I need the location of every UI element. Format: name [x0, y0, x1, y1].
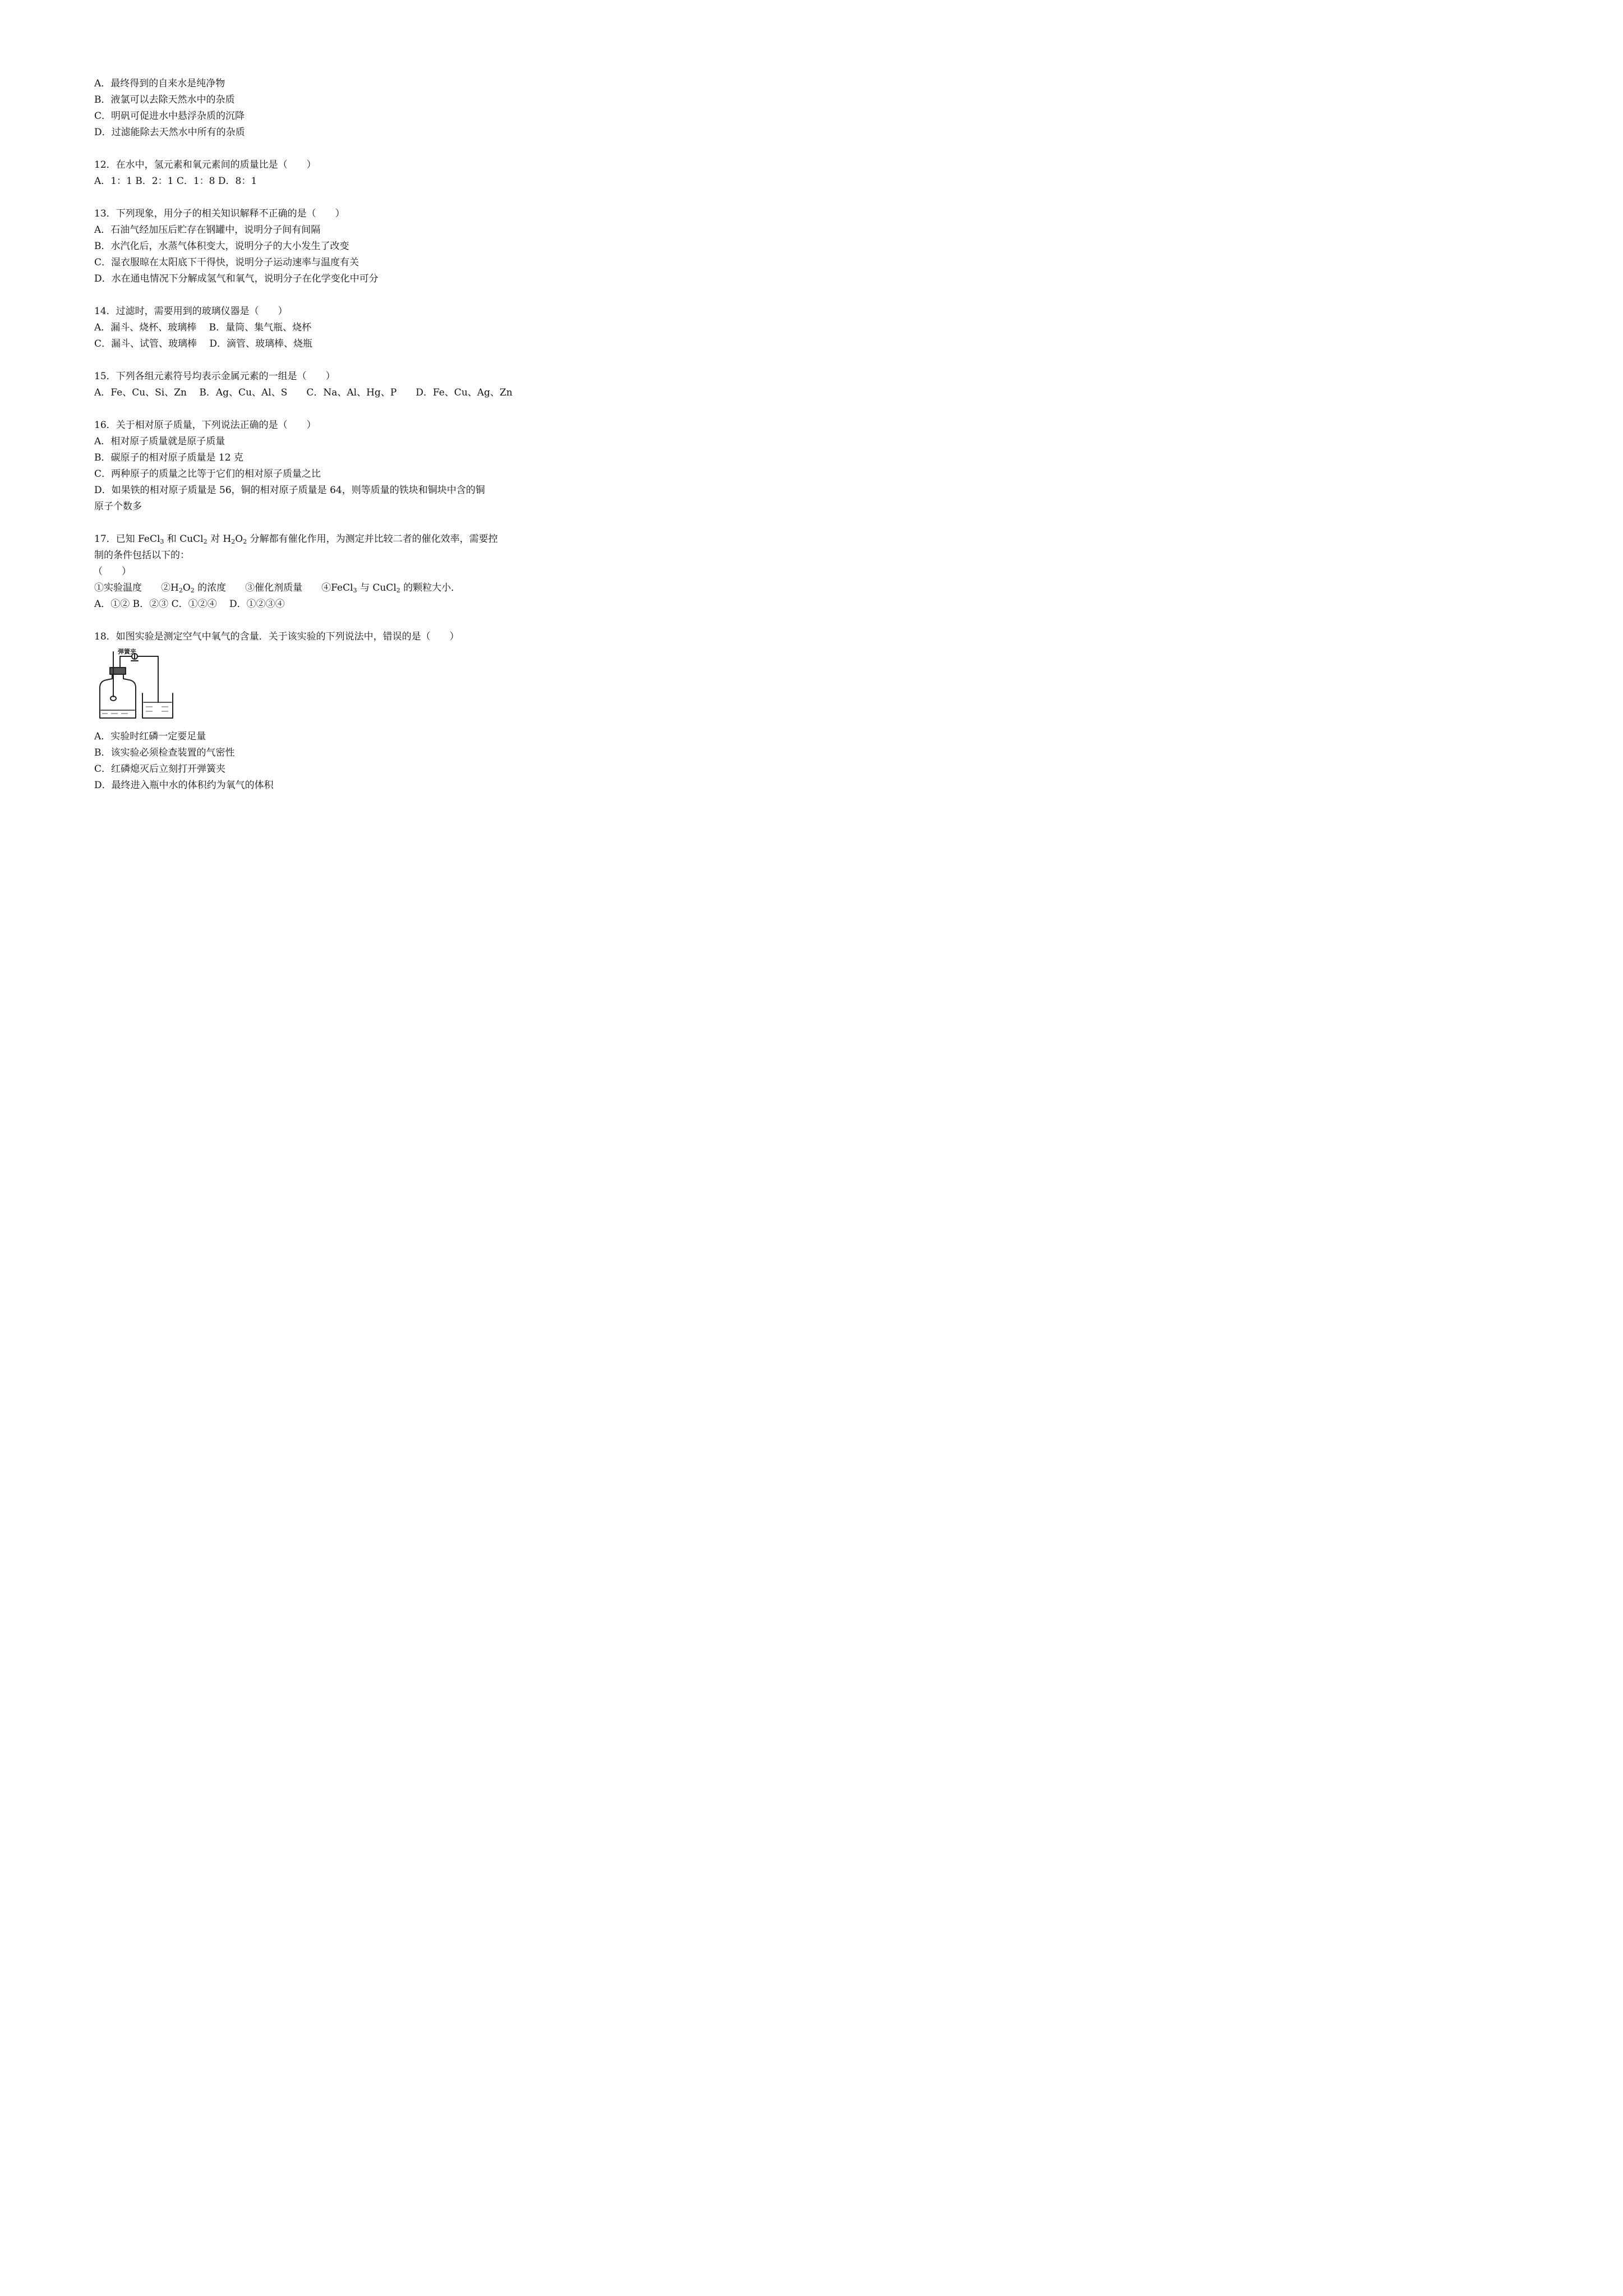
q18-stem: 18．如图实验是测定空气中氧气的含量．关于该实验的下列说法中，错误的是（ ）: [94, 631, 459, 642]
q13-stem: 13．下列现象，用分子的相关知识解释不正确的是（ ）: [94, 208, 345, 219]
q17-answer-paren: （ ）: [93, 566, 131, 577]
q17-conditions: ①实验温度 $②H_2O_2$ 的浓度 ③催化剂质量 ④FeCl$_3$ 与 CuCl$_2$ 的颗粒大小．: [94, 582, 461, 594]
q16-option-d-cont: 原子个数多: [94, 501, 142, 512]
bottle-stopper: [110, 668, 126, 674]
q16-option-b: B．碳原子的相对原子质量是 12 克: [94, 452, 243, 463]
gas-bottle: [100, 673, 136, 718]
q18-option-c: C．红磷熄灭后立刻打开弹簧夹: [94, 763, 226, 775]
q16-option-c: C．两种原子的质量之比等于它们的相对原子质量之比: [94, 468, 321, 480]
q12-stem: 12．在水中，氢元素和氧元素间的质量比是（ ）: [94, 159, 316, 171]
q17-stem-line2: 制的条件包括以下的：: [94, 550, 190, 561]
q18-option-a: A．实验时红磷一定要足量: [94, 731, 206, 742]
q16-option-d: D．如果铁的相对原子质量是 56，铜的相对原子质量是 64，则等质量的铁块和铜块中含的铜: [94, 485, 485, 496]
q15-options: A．Fe、Cu、Si、Zn B．Ag、Cu、Al、S C．Na、Al、Hg、P D．Fe、Cu、Ag、Zn: [94, 387, 513, 398]
q13-option-a: A．石油气经加压后贮存在钢罐中，说明分子间有间隔: [94, 224, 321, 236]
spring-clamp-label: 弹簧夹: [118, 648, 136, 655]
q18-option-b: B．该实验必须检查装置的气密性: [94, 747, 235, 758]
q11-option-c: C．明矾可促进水中悬浮杂质的沉降: [94, 111, 245, 122]
q17-stem: 17．已知 FeCl$_3$ 和 CuCl$_2$ 对 $H_2O_2$ 分解都有催化作用，为测定并比较二者的催化效率，需要控: [94, 533, 498, 545]
q14-options-ab: A．漏斗、烧杯、玻璃棒 B．量筒、集气瓶、烧杯: [94, 322, 312, 333]
q15-stem: 15．下列各组元素符号均表示金属元素的一组是（ ）: [94, 371, 335, 382]
q13-option-b: B．水汽化后，水蒸气体积变大，说明分子的大小发生了改变: [94, 241, 349, 252]
q14-stem: 14．过滤时，需要用到的玻璃仪器是（ ）: [94, 306, 288, 317]
q17-options: A．①② B．②③ C．①②④ D．①②③④: [94, 599, 285, 610]
q11-option-b: B．液氯可以去除天然水中的杂质: [94, 94, 235, 105]
q11-option-d: D．过滤能除去天然水中所有的杂质: [94, 127, 245, 138]
q16-stem: 16．关于相对原子质量，下列说法正确的是（ ）: [94, 420, 316, 431]
q11-option-a: A．最终得到的自来水是纯净物: [94, 78, 225, 89]
q13-option-c: C．湿衣服晾在太阳底下干得快，说明分子运动速率与温度有关: [94, 257, 359, 268]
oxygen-experiment-figure: [94, 648, 178, 724]
q16-option-a: A．相对原子质量就是原子质量: [94, 436, 225, 447]
q18-option-d: D．最终进入瓶中水的体积约为氧气的体积: [94, 780, 274, 791]
q12-options: A．1：1 B．2：1 C．1：8 D．8：1: [94, 176, 257, 187]
q14-options-cd: C．漏斗、试管、玻璃棒 D．滴管、玻璃棒、烧瓶: [94, 338, 313, 349]
q13-option-d: D．水在通电情况下分解成氢气和氧气，说明分子在化学变化中可分: [94, 273, 379, 284]
